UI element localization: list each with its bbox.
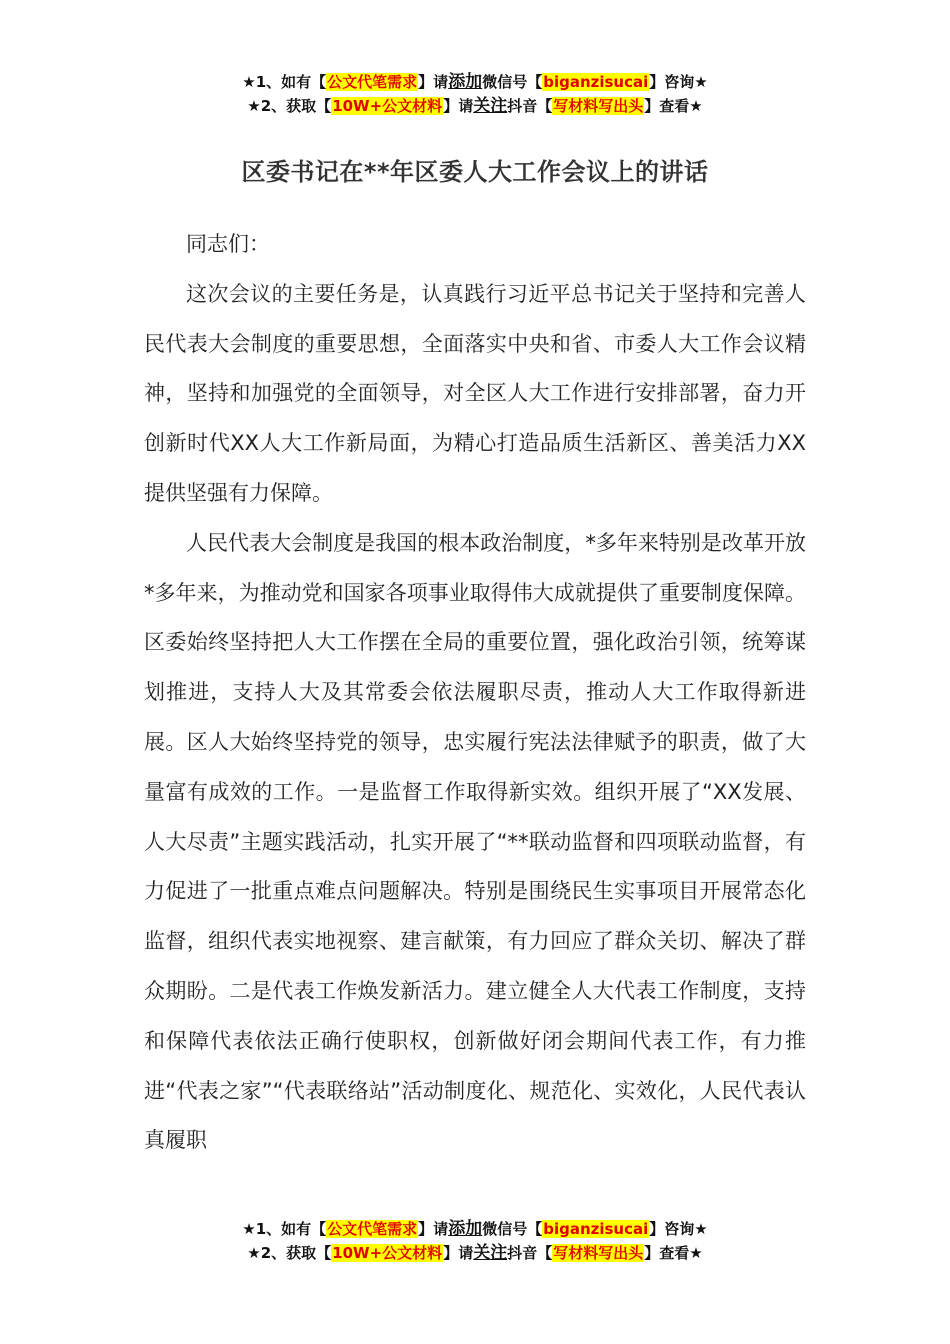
promo-line-2-prefix: ★2、获取【 — [247, 97, 332, 115]
promo-line-1-text: 】请 — [418, 73, 449, 91]
promo-line-1-suffix: 】咨询★ — [649, 73, 708, 91]
promo-line-1-wechat-id: biganzisucai — [543, 1220, 649, 1238]
document-body — [144, 220, 806, 1166]
promo-line-1-prefix: ★1、如有【 — [242, 73, 327, 91]
promo-line-1-highlight-service: 公文代笔需求 — [327, 73, 418, 91]
promo-line-2-douyin-id: 写材料写出头 — [553, 97, 644, 115]
promo-line-2-douyin-id: 写材料写出头 — [553, 1244, 644, 1262]
promo-line-1-highlight-service: 公文代笔需求 — [327, 1220, 418, 1238]
document-title: 区委书记在**年区委人大工作会议上的讲话 — [241, 158, 709, 186]
promo-line-2-emphasis: 关注 — [473, 96, 508, 116]
promo-line-1-text-b: 微信号【 — [482, 73, 543, 91]
promo-line-2-text: 】请 — [443, 97, 474, 115]
promo-line-2-prefix: ★2、获取【 — [247, 1244, 332, 1262]
header-promo-banner — [0, 70, 950, 118]
promo-line-1-emphasis: 添加 — [448, 72, 483, 92]
promo-line-2-suffix: 】查看★ — [644, 97, 703, 115]
promo-line-2-highlight-materials: 10W+公文材料 — [332, 1244, 443, 1262]
promo-line-2-text-b: 抖音【 — [507, 97, 553, 115]
promo-line-2-highlight-materials: 10W+公文材料 — [332, 97, 443, 115]
promo-line-2-text-b: 抖音【 — [507, 1244, 553, 1262]
promo-line-1-emphasis: 添加 — [448, 1219, 483, 1239]
promo-line-1-prefix: ★1、如有【 — [242, 1220, 327, 1238]
promo-line-2-emphasis: 关注 — [473, 1243, 508, 1263]
promo-line-2 — [0, 1241, 950, 1265]
promo-line-2-text: 】请 — [443, 1244, 474, 1262]
promo-line-2 — [0, 94, 950, 118]
body-paragraph-2: 人民代表大会制度是我国的根本政治制度，*多年来特别是改革开放*多年来，为推动党和国家各项事业取得伟大成就提供了重要制度保障。区委始终坚持把人大工作摆在全局的重要位置，强化政治引领，统筹谋划推进，支持人大及其常委会依法履职尽责，推动人大工作取得新进展。区人大始终坚持党的领导，忠实履行宪法法律赋予的职责，做了大量富有成效的工作。一是监督工作取得新实效。组织开展了“XX发展、人大尽责”主题实践活动，扎实开展了“**联动监督和四项联动监督，有力促进了一批重点难点问题解决。特别是围绕民生实事项目开展常态化监督，组织代表实地视察、建言献策，有力回应了群众关切、解决了群众期盼。二是代表工作焕发新活力。建立健全人大代表工作制度，支持和保障代表依法正确行使职权，创新做好闭会期间代表工作，有力推进“代表之家”“代表联络站”活动制度化、规范化、实效化，人民代表认真履职 — [144, 530, 806, 1153]
promo-line-2-suffix: 】查看★ — [644, 1244, 703, 1262]
promo-line-1-wechat-id: biganzisucai — [543, 73, 649, 91]
promo-line-1 — [0, 1217, 950, 1241]
promo-line-1-text: 】请 — [418, 1220, 449, 1238]
promo-line-1-suffix: 】咨询★ — [649, 1220, 708, 1238]
promo-line-1-text-b: 微信号【 — [482, 1220, 543, 1238]
body-paragraph-1: 这次会议的主要任务是，认真践行习近平总书记关于坚持和完善人民代表大会制度的重要思想，全面落实中央和省、市委人大工作会议精神，坚持和加强党的全面领导，对全区人大工作进行安排部署，奋力开创新时代XX人大工作新局面，为精心打造品质生活新区、善美活力XX提供坚强有力保障。 — [144, 281, 806, 505]
salutation: 同志们： — [186, 232, 270, 256]
promo-line-1 — [0, 70, 950, 94]
footer-promo-banner — [0, 1217, 950, 1265]
